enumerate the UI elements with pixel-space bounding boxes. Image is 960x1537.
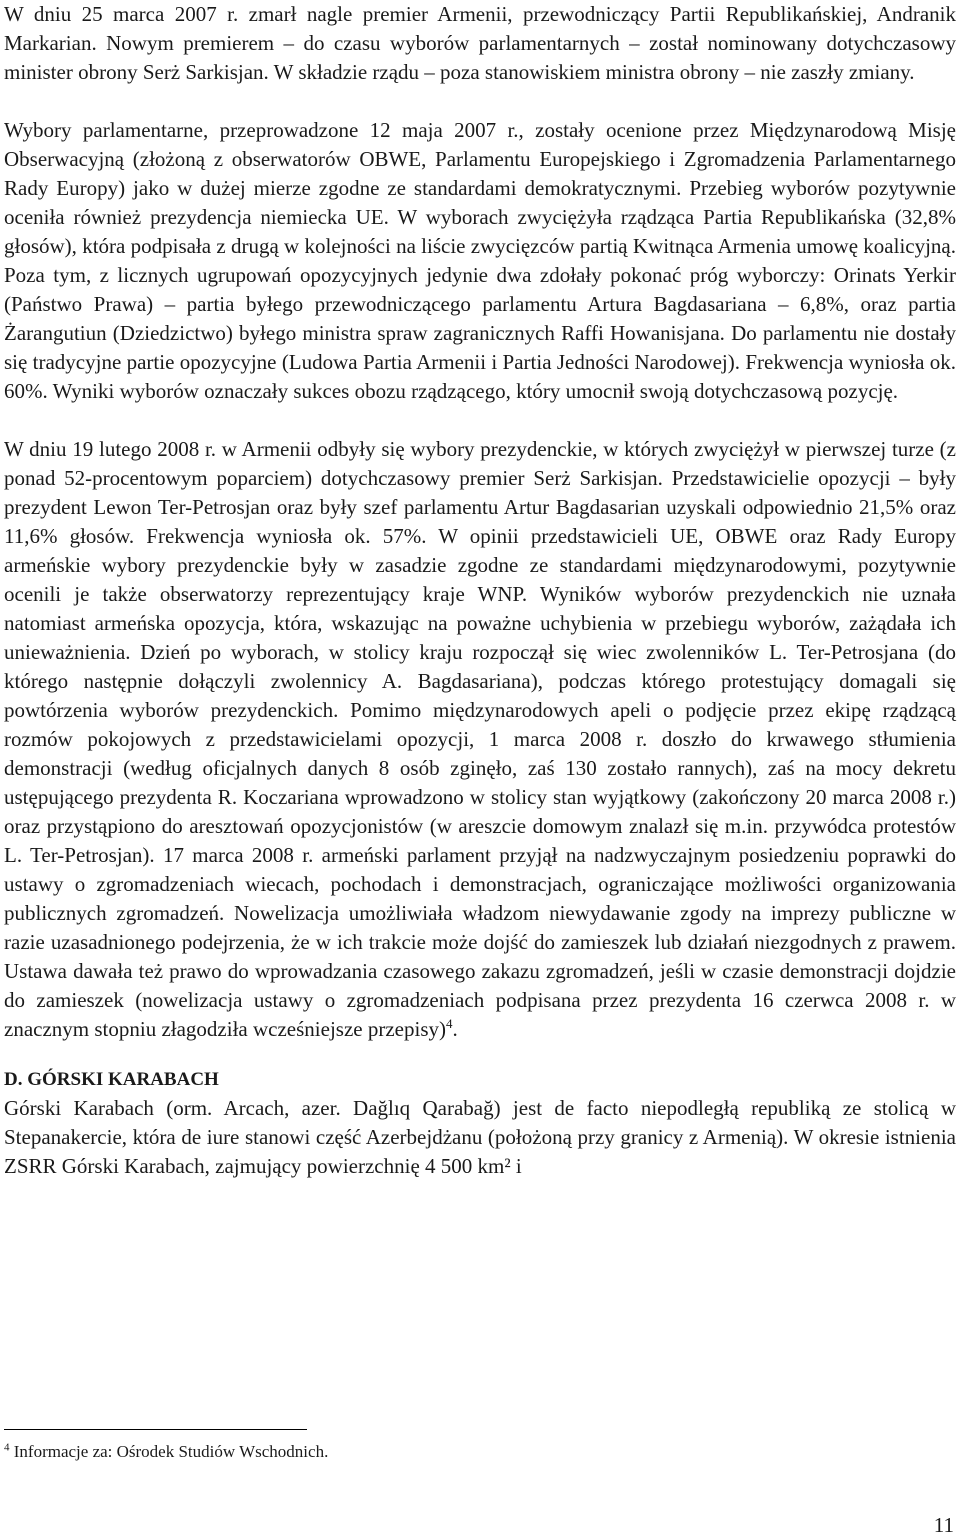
page-number: 11 (933, 1513, 954, 1537)
footnote-text: Informacje za: Ośrodek Studiów Wschodnich. (9, 1442, 329, 1461)
paragraph-end-punctuation: . (452, 1017, 458, 1041)
paragraph-nagorno-karabakh: Górski Karabach (orm. Arcach, azer. Dağlıq Qarabağ) jest de facto niepodległą republiką ze stolicą w Stepanakercie, która de iure stanowi część Azerbejdżanu (położoną przy granicy z Armenią). W okresie istnienia ZSRR Górski Karabach, zajmujący powierzchnię 4 500 km² i (4, 1096, 956, 1178)
paragraph-parliamentary-elections: Wybory parlamentarne, przeprowadzone 12 maja 2007 r., zostały ocenione przez Międzynarodową Misję Obserwacyjną (złożoną z obserwatorów OBWE, Parlamentu Europejskiego i Zgromadzenia Parlamentarnego Rady Europy) jako w dużej mierze zgodne ze standardami demokratycznymi. Przebieg wyborów pozytywnie oceniła również prezydencja niemiecka UE. W wyborach zwyciężyła rządząca Partia Republikańska (32,8% głosów), która podpisała z drugą w kolejności na liście zwycięzców partią Kwitnąca Armenia umowę koalicyjną. Poza tym, z licznych ugrupowań opozycyjnych jedynie dwa zdołały pokonać próg wyborczy: Orinats Yerkir (Państwo Prawa) – partia byłego przewodniczącego parlamentu Artura Bagdasariana – 6,8%, oraz partia Żarangutiun (Dziedzictwo) byłego ministra spraw zagranicznych Raffi Howanisjana. Do parlamentu nie dostały się tradycyjne partie opozycyjne (Ludowa Partia Armenii i Partia Jedności Narodowej). Frekwencja wyniosła ok. 60%. Wyniki wyborów oznaczały sukces obozu rządzącego, który umocnił swoją dotychczasową pozycję. (4, 118, 956, 403)
paragraph-armenia-premier: W dniu 25 marca 2007 r. zmarł nagle premier Armenii, przewodniczący Partii Republikańskiej, Andranik Markarian. Nowym premierem – do czasu wyborów parlamentarnych – został nominowany dotychczasowy minister obrony Serż Sarkisjan. W składzie rządu – poza stanowiskiem ministra obrony – nie zaszły zmiany. (4, 2, 956, 84)
footnote-divider (4, 1429, 307, 1430)
section-heading: D. GÓRSKI KARABACH (4, 1069, 219, 1090)
paragraph-presidential-elections (4, 435, 956, 1044)
footnote-marker: 4 (4, 1441, 10, 1454)
footnote-reference[interactable]: 4 (445, 1016, 453, 1031)
paragraph-presidential-text: W dniu 19 lutego 2008 r. w Armenii odbyły się wybory prezydenckie, w których zwyciężył w pierwszej turze (z ponad 52-procentowym poparciem) dotychczasowy premier Serż Sarkisjan. Przedstawicielie opozycji – były prezydent Lewon Ter-Petrosjan oraz były szef parlamentu Artur Bagdasarian uzyskali odpowiednio 21,5% oraz 11,6% głosów. Frekwencja wyniosła ok. 57%. W opinii przedstawicieli UE, OBWE oraz Rady Europy armeńskie wybory prezydenckie były w zasadzie zgodne ze standardami międzynarodowymi, pozytywnie ocenili je także obserwatorzy reprezentujący kraje WNP. Wyników wyborów prezydenckich nie uznała natomiast armeńska opozycja, która, wskazując na poważne uchybienia w przebiegu wyborów, zażądała ich unieważnienia. Dzień po wyborach, w stolicy kraju rozpoczął się wiec zwolenników L. Ter-Petrosjana (do którego następnie dołączyli zwolennicy A. Bagdasariana), podczas którego protestujący domagali się powtórzenia wyborów prezydenckich. Pomimo międzynarodowych apeli o podjęcie przez ekipę rządzącą rozmów pokojowych z przedstawicielami opozycji, 1 marca 2008 r. doszło do krwawego stłumienia demonstracji (według oficjalnych danych 8 osób zginęło, zaś 130 zostało rannych), zaś na mocy dekretu ustępującego prezydenta R. Koczariana wprowadzono w stolicy stan wyjątkowy (zakończony 20 marca 2008 r.) oraz przystąpiono do aresztowań opozycjonistów (w areszcie domowym znalazł się m.in. przywódca protestów L. Ter-Petrosjan). 17 marca 2008 r. armeński parlament przyjął na nadzwyczajnym posiedzeniu poprawki do ustawy o zgromadzeniach wiecach, pochodach i demonstracjach, ograniczające możliwości organizowania publicznych zgromadzeń. Nowelizacja umożliwiała władzom niewydawanie zgody na imprezy publiczne w razie uzasadnionego podejrzenia, że w ich trakcie może dojść do zamieszek lub działań niezgodnych z prawem. Ustawa dawała też prawo do wprowadzania czasowego zakazu zgromadzeń, jeśli w czasie demonstracji dojdzie do zamieszek (nowelizacja ustawy o zgromadzeniach podpisana przez prezydenta 16 czerwca 2008 r. w znacznym stopniu złagodziła wcześniejsze przepisy) (4, 437, 956, 1041)
footnote (4, 1440, 956, 1464)
document-body (4, 0, 956, 1181)
